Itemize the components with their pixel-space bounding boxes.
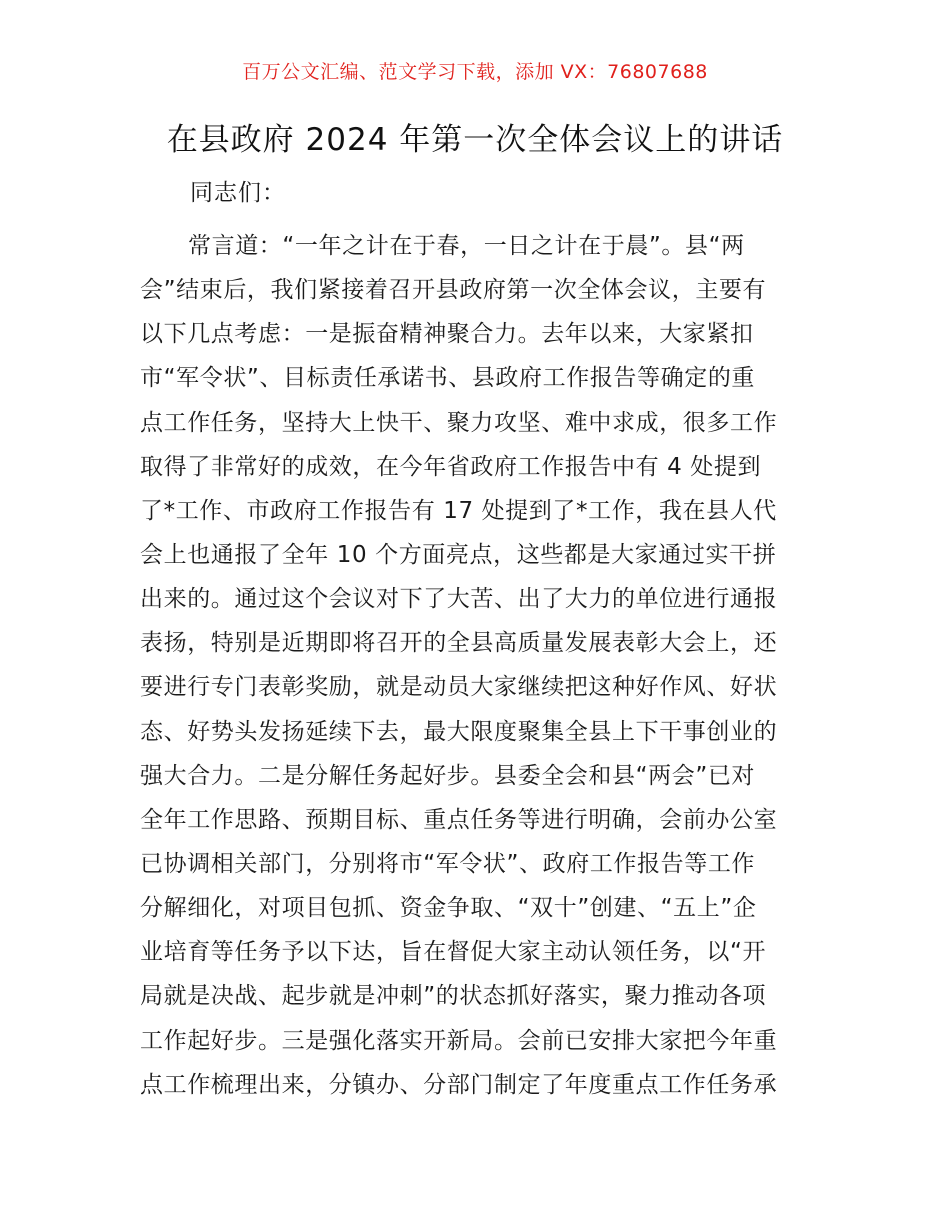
body-line: 表扬，特别是近期即将召开的全县高质量发展表彰大会上，还 (140, 630, 778, 657)
body-line: 分解细化，对项目包抓、资金争取、“双十”创建、“五上”企 (140, 895, 757, 922)
body-line: 强大合力。二是分解任务起好步。县委全会和县“两会”已对 (140, 762, 756, 789)
body-line: 常言道：“一年之计在于春，一日之计在于晨”。县“两 (188, 233, 745, 259)
page-title: 在县政府 2024 年第一次全体会议上的讲话 (166, 122, 784, 158)
body-line: 会”结束后，我们紧接着召开县政府第一次全体会议，主要有 (140, 277, 767, 304)
body-line: 出来的。通过这个会议对下了大苦、出了大力的单位进行通报 (140, 586, 778, 613)
body-line: 已协调相关部门，分别将市“军令状”、政府工作报告等工作 (140, 850, 756, 877)
body-text (140, 224, 820, 1107)
body-line: 了*工作、市政府工作报告有 17 处提到了*工作，我在县人代 (140, 497, 777, 524)
body-line: 态、好势头发扬延续下去，最大限度聚集全县上下干事创业的 (140, 718, 778, 745)
body-line: 点工作梳理出来，分镇办、分部门制定了年度重点工作任务承 (140, 1071, 778, 1098)
body-line: 市“军令状”、目标责任承诺书、县政府工作报告等确定的重 (140, 365, 756, 392)
body-line: 局就是决战、起步就是冲刺”的状态抓好落实，聚力推动各项 (140, 983, 767, 1010)
salutation: 同志们： (190, 180, 286, 206)
body-line: 以下几点考虑：一是振奋精神聚合力。去年以来，大家紧扣 (140, 321, 754, 348)
body-line: 会上也通报了全年 10 个方面亮点，这些都是大家通过实干拼 (140, 541, 777, 568)
body-line: 要进行专门表彰奖励，就是动员大家继续把这种好作风、好状 (140, 674, 778, 701)
body-line: 业培育等任务予以下达，旨在督促大家主动认领任务，以“开 (140, 939, 767, 966)
body-line: 工作起好步。三是强化落实开新局。会前已安排大家把今年重 (140, 1027, 778, 1054)
body-line: 取得了非常好的成效，在今年省政府工作报告中有 4 处提到 (140, 453, 762, 480)
header-watermark-note: 百万公文汇编、范文学习下载，添加 VX：76807688 (242, 61, 708, 83)
body-line: 点工作任务，坚持大上快干、聚力攻坚、难中求成，很多工作 (140, 409, 778, 436)
body-line: 全年工作思路、预期目标、重点任务等进行明确，会前办公室 (140, 806, 778, 833)
